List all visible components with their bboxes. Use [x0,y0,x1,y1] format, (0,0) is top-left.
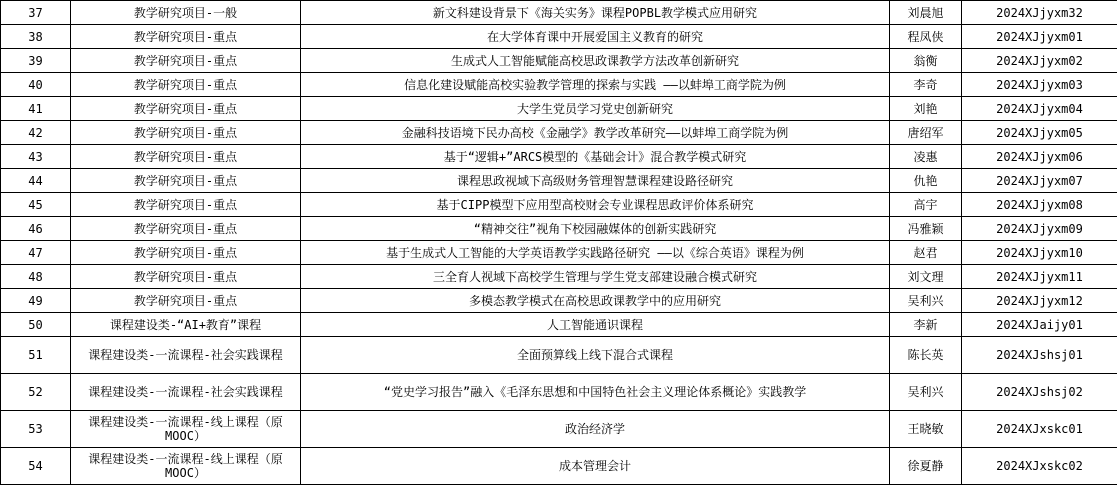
cell-category: 教学研究项目-重点 [71,121,301,145]
table-row [1,313,1117,337]
cell-person: 徐夏静 [890,448,962,485]
cell-code: 2024XJjyxm12 [962,289,1117,313]
table-row [1,337,1117,374]
cell-category: 课程建设类-一流课程-线上课程（原MOOC） [71,411,301,448]
cell-title: 多模态教学模式在高校思政课教学中的应用研究 [301,289,890,313]
cell-title: 全面预算线上线下混合式课程 [301,337,890,374]
cell-code: 2024XJaijy01 [962,313,1117,337]
table-row [1,49,1117,73]
cell-code: 2024XJjyxm32 [962,1,1117,25]
cell-category: 教学研究项目-重点 [71,97,301,121]
table-row [1,241,1117,265]
cell-code: 2024XJjyxm10 [962,241,1117,265]
table-row [1,73,1117,97]
cell-code: 2024XJjyxm09 [962,217,1117,241]
table-row [1,25,1117,49]
cell-title: 在大学体育课中开展爱国主义教育的研究 [301,25,890,49]
cell-code: 2024XJxskc01 [962,411,1117,448]
cell-code: 2024XJjyxm06 [962,145,1117,169]
cell-person: 翁衡 [890,49,962,73]
cell-category: 教学研究项目-重点 [71,265,301,289]
cell-category: 教学研究项目-重点 [71,25,301,49]
cell-number: 48 [1,265,71,289]
cell-title: 生成式人工智能赋能高校思政课教学方法改革创新研究 [301,49,890,73]
table-row [1,169,1117,193]
cell-number: 43 [1,145,71,169]
cell-category: 教学研究项目-重点 [71,145,301,169]
cell-person: 赵君 [890,241,962,265]
cell-code: 2024XJjyxm04 [962,97,1117,121]
cell-title: “党史学习报告”融入《毛泽东思想和中国特色社会主义理论体系概论》实践教学 [301,374,890,411]
cell-category: 课程建设类-“AI+教育”课程 [71,313,301,337]
cell-number: 53 [1,411,71,448]
table-row [1,374,1117,411]
cell-category: 教学研究项目-重点 [71,49,301,73]
cell-title: 信息化建设赋能高校实验教学管理的探索与实践 ——以蚌埠工商学院为例 [301,73,890,97]
cell-person: 陈长英 [890,337,962,374]
cell-number: 38 [1,25,71,49]
cell-title: 基于“逻辑+”ARCS模型的《基础会计》混合教学模式研究 [301,145,890,169]
cell-code: 2024XJjyxm02 [962,49,1117,73]
table-row [1,97,1117,121]
cell-code: 2024XJjyxm03 [962,73,1117,97]
cell-category: 课程建设类-一流课程-社会实践课程 [71,337,301,374]
cell-person: 刘艳 [890,97,962,121]
table-row [1,145,1117,169]
cell-title: 三全育人视域下高校学生管理与学生党支部建设融合模式研究 [301,265,890,289]
table-row [1,193,1117,217]
cell-title: 金融科技语境下民办高校《金融学》教学改革研究——以蚌埠工商学院为例 [301,121,890,145]
table-row [1,121,1117,145]
table-row [1,289,1117,313]
cell-number: 45 [1,193,71,217]
cell-code: 2024XJjyxm05 [962,121,1117,145]
cell-code: 2024XJjyxm08 [962,193,1117,217]
cell-category: 教学研究项目-一般 [71,1,301,25]
cell-person: 仇艳 [890,169,962,193]
cell-person: 吴利兴 [890,374,962,411]
cell-person: 李新 [890,313,962,337]
cell-number: 44 [1,169,71,193]
cell-person: 刘晨旭 [890,1,962,25]
cell-category: 教学研究项目-重点 [71,217,301,241]
cell-person: 冯雅颖 [890,217,962,241]
cell-title: 大学生党员学习党史创新研究 [301,97,890,121]
cell-code: 2024XJjyxm01 [962,25,1117,49]
cell-category: 教学研究项目-重点 [71,289,301,313]
cell-number: 51 [1,337,71,374]
cell-number: 41 [1,97,71,121]
cell-title: 成本管理会计 [301,448,890,485]
table-body [1,1,1117,485]
cell-title: 人工智能通识课程 [301,313,890,337]
cell-category: 教学研究项目-重点 [71,169,301,193]
cell-code: 2024XJxskc02 [962,448,1117,485]
cell-person: 王晓敏 [890,411,962,448]
cell-title: 政治经济学 [301,411,890,448]
cell-number: 49 [1,289,71,313]
table-row [1,448,1117,485]
cell-person: 李奇 [890,73,962,97]
cell-code: 2024XJjyxm07 [962,169,1117,193]
cell-category: 教学研究项目-重点 [71,73,301,97]
cell-title: “精神交往”视角下校园融媒体的创新实践研究 [301,217,890,241]
cell-title: 课程思政视域下高级财务管理智慧课程建设路径研究 [301,169,890,193]
cell-number: 42 [1,121,71,145]
cell-code: 2024XJshsj01 [962,337,1117,374]
table-row [1,265,1117,289]
cell-number: 40 [1,73,71,97]
cell-person: 程凤侠 [890,25,962,49]
cell-title: 新文科建设背景下《海关实务》课程POPBL教学模式应用研究 [301,1,890,25]
cell-category: 教学研究项目-重点 [71,241,301,265]
cell-code: 2024XJjyxm11 [962,265,1117,289]
table-row [1,217,1117,241]
cell-code: 2024XJshsj02 [962,374,1117,411]
table-row [1,1,1117,25]
cell-number: 39 [1,49,71,73]
cell-person: 凌惠 [890,145,962,169]
cell-number: 37 [1,1,71,25]
cell-person: 刘文理 [890,265,962,289]
cell-person: 高宇 [890,193,962,217]
cell-person: 唐绍军 [890,121,962,145]
cell-number: 46 [1,217,71,241]
cell-category: 课程建设类-一流课程-线上课程（原MOOC） [71,448,301,485]
cell-number: 47 [1,241,71,265]
cell-category: 教学研究项目-重点 [71,193,301,217]
cell-number: 50 [1,313,71,337]
table-row [1,411,1117,448]
cell-person: 吴利兴 [890,289,962,313]
cell-title: 基于生成式人工智能的大学英语教学实践路径研究 ——以《综合英语》课程为例 [301,241,890,265]
cell-number: 54 [1,448,71,485]
cell-number: 52 [1,374,71,411]
cell-category: 课程建设类-一流课程-社会实践课程 [71,374,301,411]
cell-title: 基于CIPP模型下应用型高校财会专业课程思政评价体系研究 [301,193,890,217]
